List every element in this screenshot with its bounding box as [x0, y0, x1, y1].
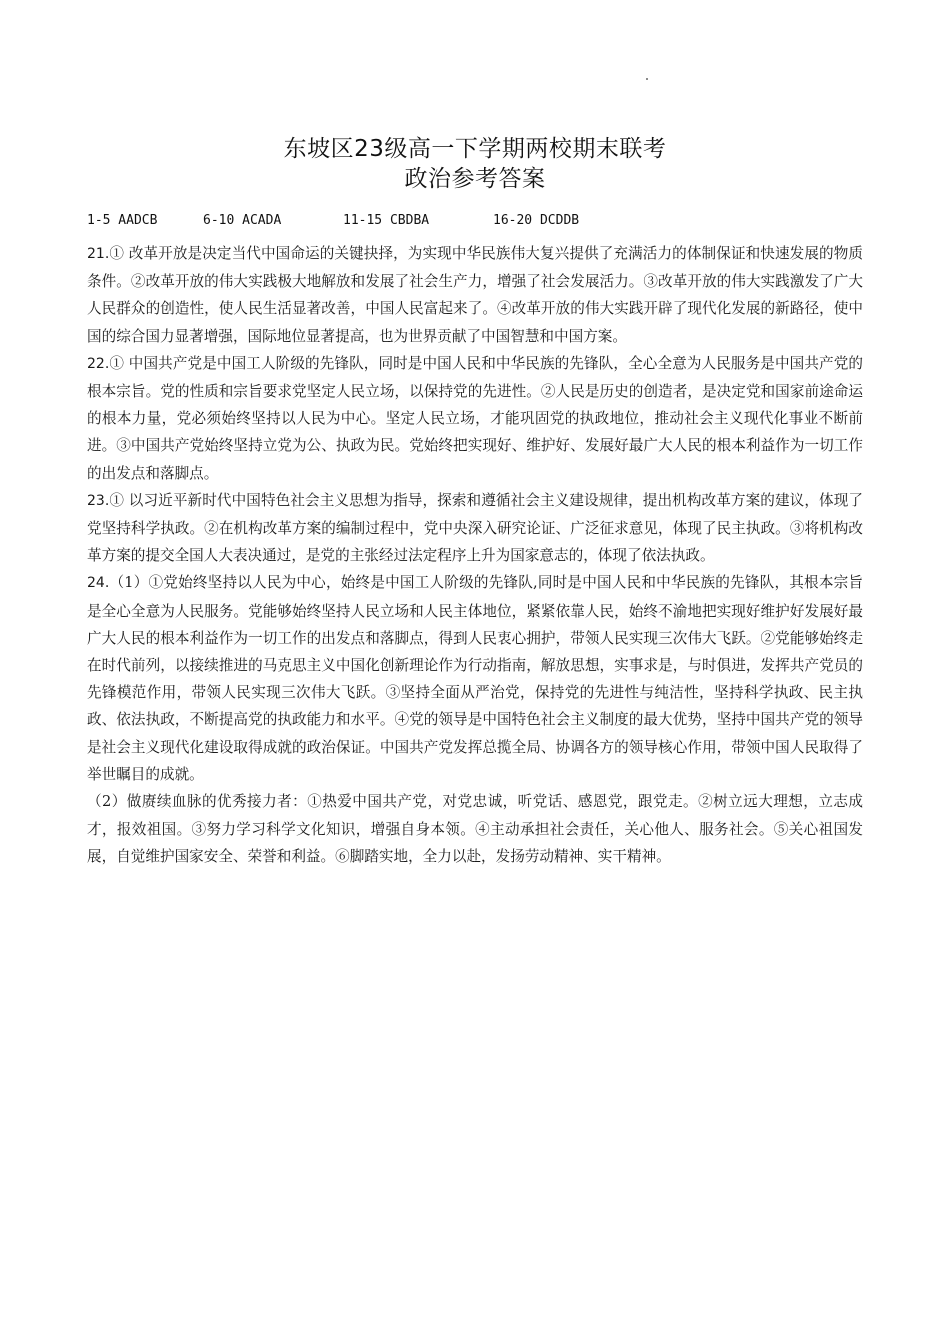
- question-number: 22.: [87, 355, 110, 372]
- question-24-part2-answer: [87, 788, 863, 871]
- question-number: 24.: [87, 575, 110, 592]
- question-number: 23.: [87, 492, 110, 509]
- answer-text: ① 以习近平新时代中国特色社会主义思想为指导，探索和遵循社会主义建设规律，提出机构改革方案的建议，体现了党坚持科学执政。②在机构改革方案的编制过程中，党中央深入研究论证、广泛征求意见，体现了民主执政。③将机构改革方案的提交全国人大表决通过，是党的主张经过法定程序上升为国家意志的，体现了依法执政。: [87, 491, 863, 565]
- question-23-answer: [87, 487, 863, 570]
- answer-text: ① 中国共产党是中国工人阶级的先锋队，同时是中国人民和中华民族的先锋队，全心全意为人民服务是中国共产党的根本宗旨。党的性质和宗旨要求党坚定人民立场，以保持党的先进性。②人民是历史的创造者，是决定党和国家前途命运的根本力量，党必须始终坚持以人民为中心。坚定人民立场，才能巩固党的执政地位，推动社会主义现代化事业不断前进。③中国共产党始终坚持立党为公、执政为民。党始终把实现好、维护好、发展好最广大人民的根本利益作为一切工作的出发点和落脚点。: [87, 354, 863, 482]
- answer-text: （2）做赓续血脉的优秀接力者：①热爱中国共产党，对党忠诚，听党话、感恩党，跟党走。②树立远大理想，立志成才，报效祖国。③努力学习科学文化知识，增强自身本领。④主动承担社会责任，关心他人、服务社会。⑤关心祖国发展，自觉维护国家安全、荣誉和利益。⑥脚踏实地，全力以赴，发扬劳动精神、实干精神。: [87, 793, 863, 866]
- answer-text: ① 改革开放是决定当代中国命运的关键抉择，为实现中华民族伟大复兴提供了充满活力的体制保证和快速发展的物质条件。②改革开放的伟大实践极大地解放和发展了社会生产力，增强了社会发展活力。③改革开放的伟大实践激发了广大人民群众的创造性，使人民生活显著改善，中国人民富起来了。④改革开放的伟大实践开辟了现代化发展的新路径，使中国的综合国力显著增强，国际地位显著提高，也为世界贡献了中国智慧和中国方案。: [87, 245, 863, 345]
- choice-answer-6-10: 6-10 ACADA: [203, 213, 282, 228]
- choice-answer-11-15: 11-15 CBDBA: [343, 213, 430, 228]
- choice-answers-row: [87, 213, 579, 228]
- question-24-part1-answer: [87, 569, 863, 788]
- answers-body: [87, 240, 863, 871]
- question-22-answer: [87, 350, 863, 487]
- page-title: 东坡区23级高一下学期两校期末联考: [283, 136, 667, 162]
- choice-answer-16-20: 16-20 DCDDB: [493, 213, 580, 228]
- page-subtitle: 政治参考答案: [404, 166, 546, 192]
- answer-text: （1）①党始终坚持以人民为中心，始终是中国工人阶级的先锋队,同时是中国人民和中华民族的先锋队，其根本宗旨是全心全意为人民服务。党能够始终坚持人民立场和人民主体地位，紧紧依靠人民，始终不渝地把实现好维护好发展好最广大人民的根本利益作为一切工作的出发点和落脚点，得到人民衷心拥护，带领人民实现三次伟大飞跃。②党能够始终走在时代前列，以接续推进的马克思主义中国化创新理论作为行动指南，解放思想，实事求是，与时俱进，发挥共产党员的先锋模范作用，带领人民实现三次伟大飞跃。③坚持全面从严治党，保持党的先进性与纯洁性，坚持科学执政、民主执政、依法执政，不断提高党的执政能力和水平。④党的领导是中国特色社会主义制度的最大优势，坚持中国共产党的领导是社会主义现代化建设取得成就的政治保证。中国共产党发挥总揽全局、协调各方的领导核心作用，带领中国人民取得了举世瞩目的成就。: [87, 574, 863, 783]
- scan-dot: [646, 78, 648, 80]
- question-21-answer: [87, 240, 863, 350]
- choice-answer-1-5: 1-5 AADCB: [87, 213, 158, 228]
- question-number: 21.: [87, 246, 110, 262]
